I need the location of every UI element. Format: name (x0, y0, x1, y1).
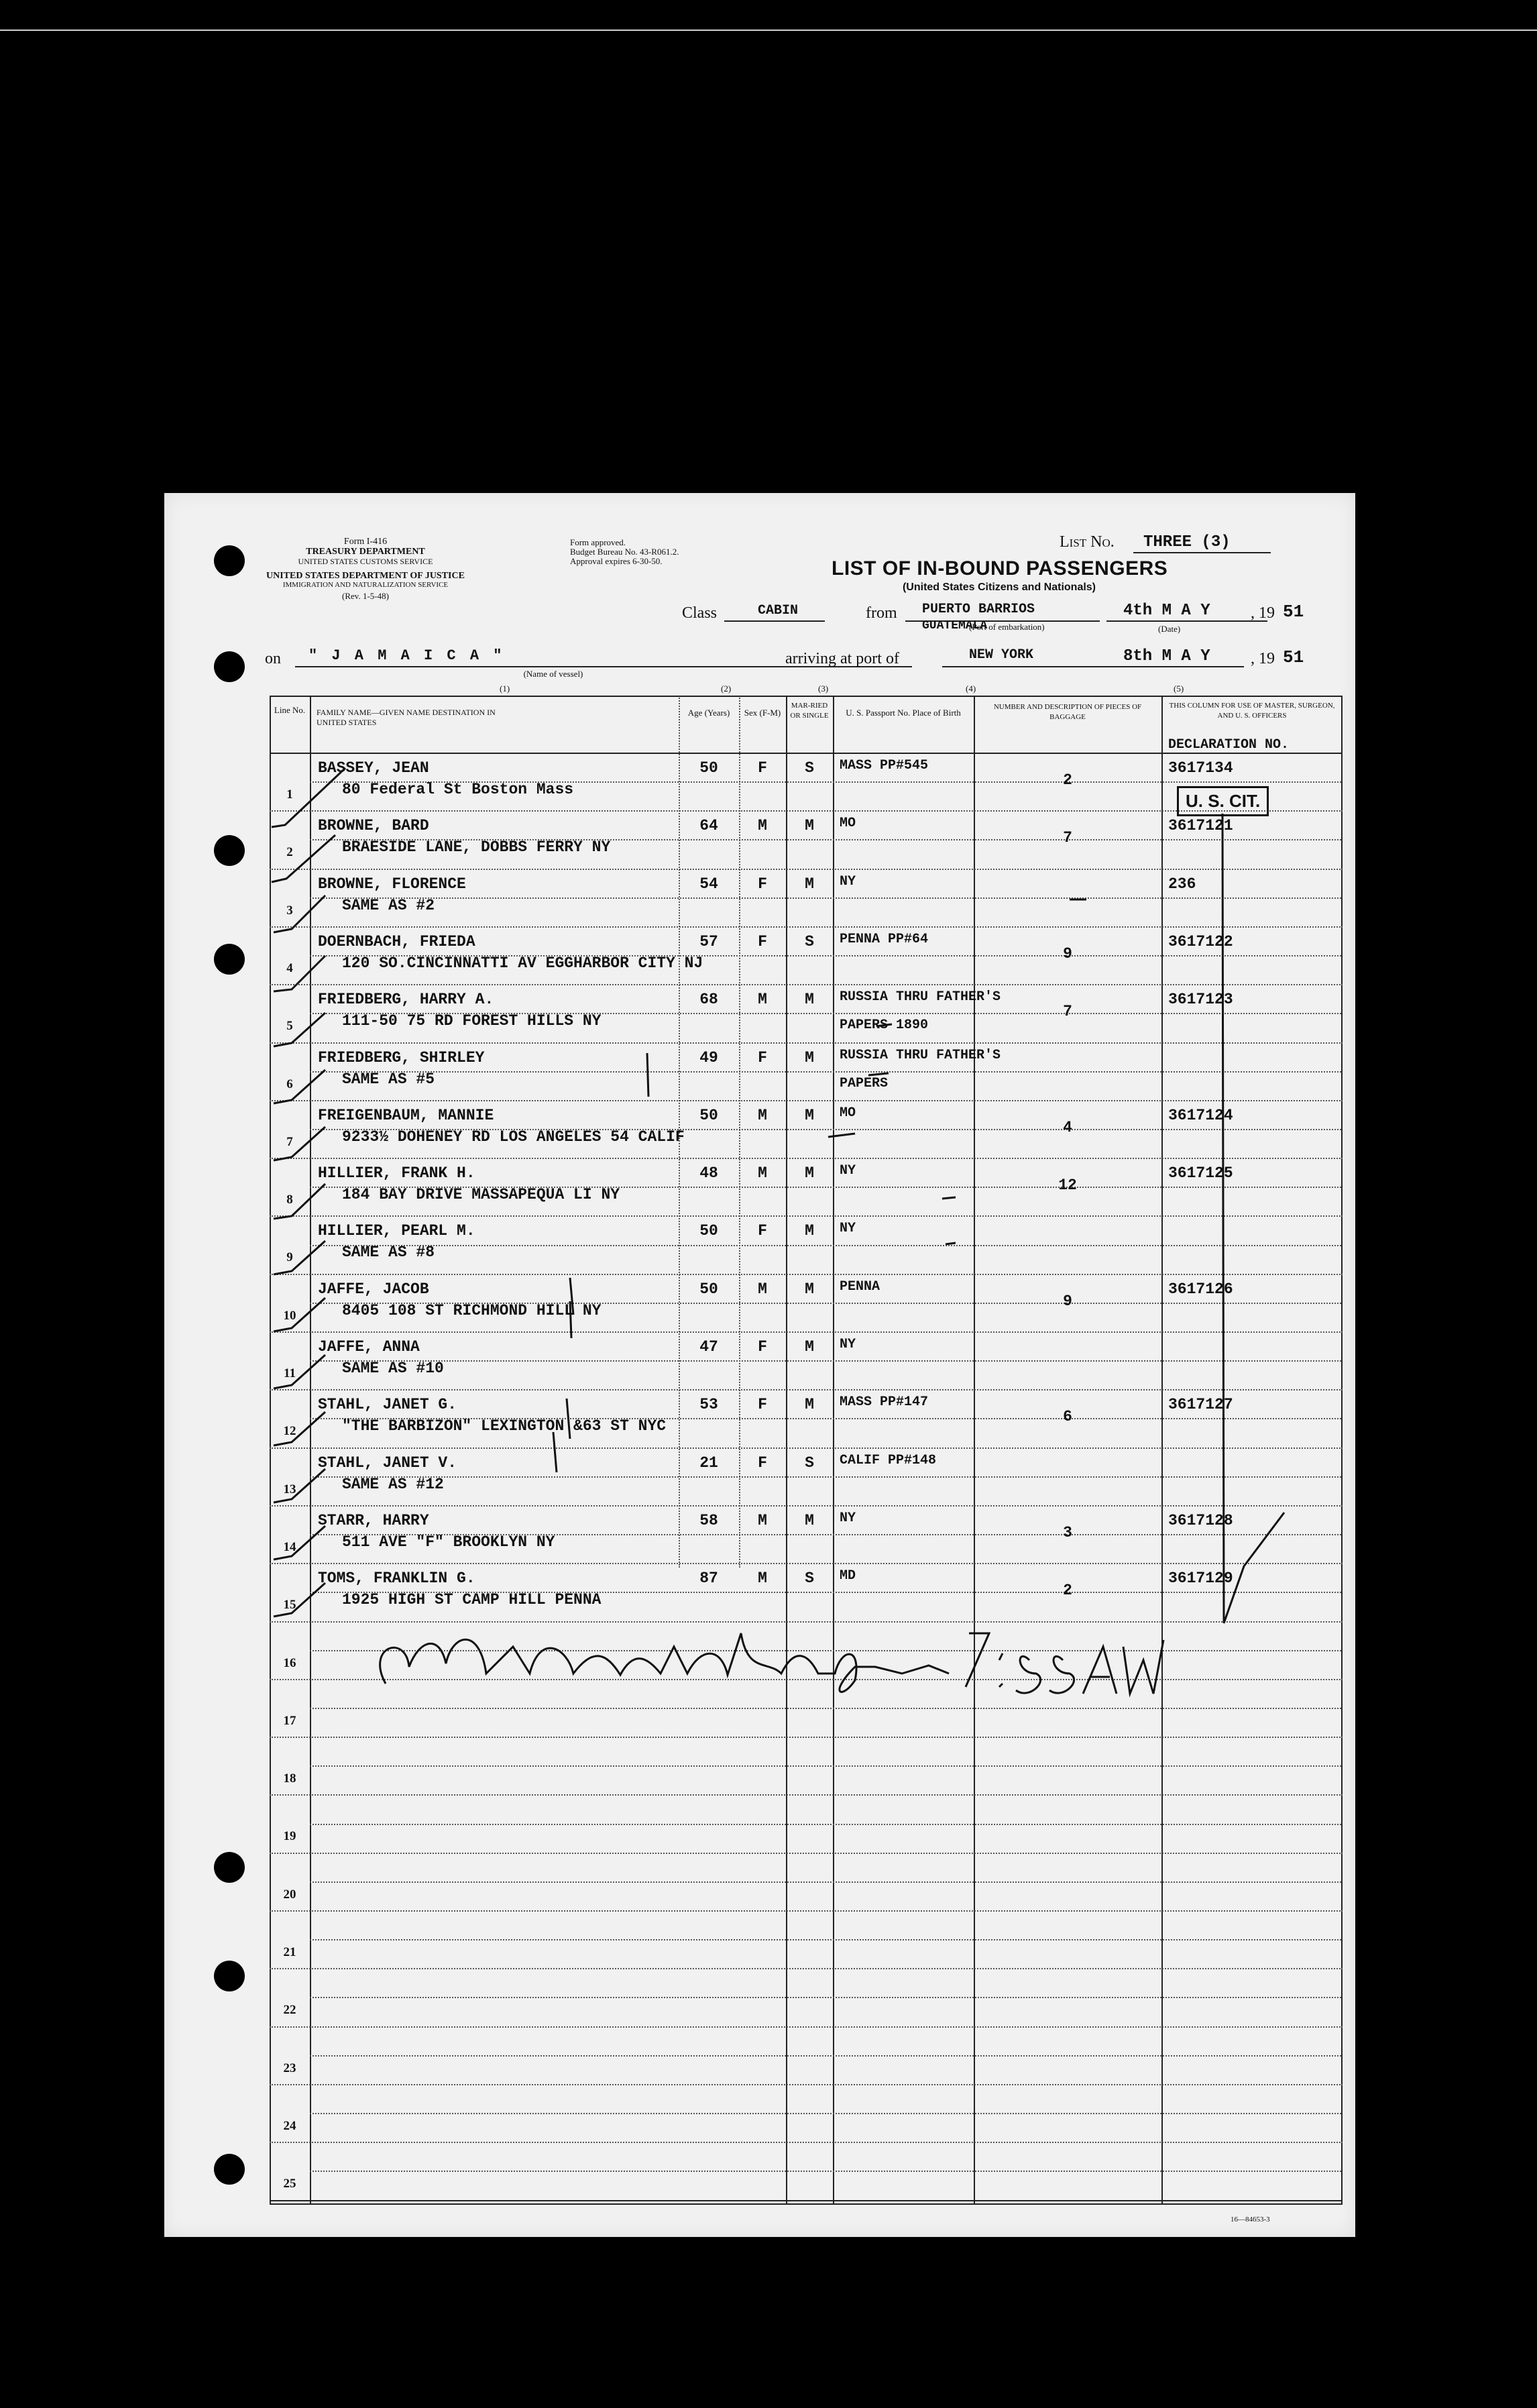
place-of-birth-continued: PAPERS (840, 1075, 889, 1091)
passenger-destination: BRAESIDE LANE, DOBBS FERRY NY (342, 838, 611, 857)
from-value: PUERTO BARRIOS (922, 602, 1035, 617)
passenger-destination: 184 BAY DRIVE MASSAPEQUA LI NY (342, 1186, 620, 1204)
passenger-name: JAFFE, JACOB (318, 1280, 429, 1298)
justice-dept: UNITED STATES DEPARTMENT OF JUSTICE (266, 571, 465, 581)
page-subtitle: (United States Citizens and Nationals) (902, 582, 1096, 593)
passenger-sex: F (758, 1338, 767, 1356)
passenger-age: 50 (699, 759, 718, 777)
line-number: 6 (286, 1077, 293, 1091)
passenger-sex: M (758, 1164, 767, 1183)
marital-status: M (805, 875, 814, 893)
passenger-destination: "THE BARBIZON" LEXINGTON &63 ST NYC (342, 1417, 667, 1435)
line-number: 2 (286, 845, 293, 860)
us-citizen-stamp: U. S. CIT. (1177, 786, 1269, 816)
marital-status: S (805, 1454, 814, 1472)
col-header-baggage: NUMBER AND DESCRIPTION OF PIECES OF BAGGAGE (993, 703, 1142, 721)
passenger-name: HILLIER, FRANK H. (318, 1164, 475, 1183)
line-number: 4 (286, 961, 293, 975)
passport-place-of-birth: RUSSIA THRU FATHER'S (840, 989, 1001, 1005)
col-num-2: (2) (721, 683, 732, 694)
line-number: 15 (283, 1598, 296, 1612)
passenger-destination: 1925 HIGH ST CAMP HILL PENNA (342, 1591, 602, 1609)
passenger-name: TOMS, FRANKLIN G. (318, 1570, 475, 1588)
passenger-name: BROWNE, BARD (318, 817, 429, 835)
passenger-age: 49 (699, 1048, 718, 1066)
officer-signature (380, 1633, 1163, 1694)
place-of-birth-continued: PAPERS 1890 (840, 1018, 929, 1034)
passenger-age: 87 (699, 1570, 718, 1588)
declaration-number: 3617123 (1168, 991, 1233, 1009)
passenger-sex: F (758, 1454, 767, 1472)
customs-service: UNITED STATES CUSTOMS SERVICE (298, 557, 433, 566)
line-number: 19 (283, 1829, 296, 1844)
passport-place-of-birth: NY (840, 873, 856, 889)
class-value: CABIN (758, 603, 799, 618)
embark-date: 4th M A Y (1123, 602, 1210, 620)
baggage-count: 9 (1063, 1292, 1072, 1310)
line-number: 5 (286, 1019, 293, 1034)
passenger-age: 57 (699, 932, 718, 950)
passenger-age: 68 (699, 991, 718, 1009)
baggage-count: 12 (1058, 1176, 1077, 1195)
ticks (553, 899, 1086, 1472)
handwritten-marks (164, 493, 1355, 2237)
top-border-line (0, 30, 1537, 31)
passenger-destination: SAME AS #10 (342, 1360, 444, 1377)
col-header-official: THIS COLUMN FOR USE OF MASTER, SURGEON, AND U. S. OFFICERS (1169, 702, 1335, 720)
passenger-destination: 120 SO.CINCINNATTI AV EGGHARBOR CITY NJ (342, 954, 703, 972)
passenger-sex: M (758, 1106, 767, 1124)
baggage-count: 4 (1063, 1118, 1072, 1136)
line-number: 20 (283, 1887, 296, 1902)
line-number: 16 (283, 1655, 296, 1670)
from-label: from (866, 604, 897, 622)
line-number: 3 (286, 903, 293, 918)
embarkation-caption: (Port of embarkation) (969, 622, 1045, 632)
from-value-country: GUATEMALA (922, 619, 988, 633)
passenger-name: BASSEY, JEAN (318, 759, 429, 777)
approval-expires: Approval expires 6-30-50. (570, 556, 663, 566)
passenger-name: BROWNE, FLORENCE (318, 875, 466, 893)
passenger-sex: M (758, 991, 767, 1009)
passport-place-of-birth: CALIF PP#148 (840, 1452, 937, 1468)
marital-status: M (805, 1222, 814, 1240)
line-number: 25 (283, 2177, 296, 2191)
line-number: 14 (283, 1539, 296, 1554)
passenger-age: 54 (699, 875, 718, 893)
col-num-1: (1) (500, 683, 510, 694)
passenger-destination: 511 AVE "F" BROOKLYN NY (342, 1533, 555, 1551)
year-value: 51 (1283, 602, 1304, 622)
line-number: 9 (286, 1250, 293, 1265)
baggage-count: 7 (1063, 829, 1072, 847)
year-value-2: 51 (1283, 647, 1304, 667)
passport-place-of-birth: PENNA PP#64 (840, 931, 929, 947)
declaration-number: 3617134 (1168, 759, 1233, 777)
passenger-sex: F (758, 1396, 767, 1414)
passenger-age: 53 (699, 1396, 718, 1414)
baggage-count: 2 (1063, 1582, 1072, 1600)
passenger-sex: M (758, 817, 767, 835)
passenger-destination: SAME AS #12 (342, 1475, 444, 1493)
passenger-destination: 80 Federal St Boston Mass (342, 781, 574, 798)
passenger-destination: 8405 108 ST RICHMOND HILL NY (342, 1301, 602, 1319)
col-num-3: (3) (818, 683, 829, 694)
passport-place-of-birth: PENNA (840, 1278, 880, 1295)
page-title: LIST OF IN-BOUND PASSENGERS (832, 557, 1168, 580)
col-num-5: (5) (1174, 683, 1184, 694)
passenger-destination: 111-50 75 RD FOREST HILLS NY (342, 1012, 602, 1030)
passenger-name: FRIEDBERG, SHIRLEY (318, 1048, 485, 1066)
passenger-name: FREIGENBAUM, MANNIE (318, 1106, 494, 1124)
line-number: 11 (284, 1366, 296, 1380)
passenger-age: 50 (699, 1106, 718, 1124)
passenger-name: STAHL, JANET V. (318, 1454, 457, 1472)
marital-status: M (805, 1338, 814, 1356)
year-prefix: , 19 (1251, 604, 1275, 622)
passenger-sex: F (758, 759, 767, 777)
vessel-caption: (Name of vessel) (523, 669, 583, 679)
form-revision: (Rev. 1-5-48) (342, 591, 389, 601)
passenger-name: HILLIER, PEARL M. (318, 1222, 475, 1240)
col-header-age: Age (Years) (687, 708, 730, 718)
passport-place-of-birth: RUSSIA THRU FATHER'S (840, 1047, 1001, 1063)
passenger-sex: F (758, 932, 767, 950)
arrival-port: NEW YORK (969, 647, 1034, 663)
passenger-name: JAFFE, ANNA (318, 1338, 420, 1356)
line-number: 24 (283, 2118, 296, 2133)
footer-code: 16—84653-3 (1231, 2215, 1270, 2224)
passenger-name: STARR, HARRY (318, 1511, 429, 1529)
col-num-4: (4) (966, 683, 976, 694)
marital-status: S (805, 759, 814, 777)
declaration-number: 3617122 (1168, 932, 1233, 950)
check-marks (272, 768, 345, 1617)
ins-service: IMMIGRATION AND NATURALIZATION SERVICE (282, 581, 449, 589)
declaration-header: DECLARATION NO. (1168, 737, 1290, 753)
col-header-name: FAMILY NAME—GIVEN NAME DESTINATION IN UNITED STATES (317, 708, 496, 727)
passenger-sex: M (758, 1280, 767, 1298)
line-number: 7 (286, 1134, 293, 1149)
passenger-sex: F (758, 875, 767, 893)
class-label: Class (682, 604, 718, 622)
passport-place-of-birth: NY (840, 1221, 856, 1237)
passenger-age: 50 (699, 1222, 718, 1240)
marital-status: M (805, 1280, 814, 1298)
passenger-destination: SAME AS #2 (342, 896, 435, 914)
passenger-name: DOERNBACH, FRIEDA (318, 932, 475, 950)
line-number: 17 (283, 1713, 296, 1728)
passenger-age: 47 (699, 1338, 718, 1356)
passenger-age: 21 (699, 1454, 718, 1472)
line-number: 1 (286, 787, 293, 802)
line-number: 18 (283, 1771, 296, 1786)
col-header-passport: U. S. Passport No. Place of Birth (846, 708, 961, 718)
bracket-line (1222, 814, 1224, 1623)
col-header-married: MAR-RIED OR SINGLE (790, 702, 829, 720)
passenger-age: 50 (699, 1280, 718, 1298)
passport-place-of-birth: MASS PP#545 (840, 758, 929, 773)
passport-place-of-birth: NY (840, 1337, 856, 1352)
line-number: 12 (283, 1424, 296, 1439)
budget-bureau: Budget Bureau No. 43-R061.2. (570, 547, 679, 557)
check-mark-large (1224, 1513, 1284, 1623)
passport-place-of-birth: MO (840, 816, 856, 832)
passenger-sex: M (758, 1511, 767, 1529)
col-header-line-no: Line No. (274, 705, 306, 715)
arriving-label: arriving at port of (785, 650, 899, 667)
line-number: 21 (283, 1945, 296, 1959)
declaration-number: 3617126 (1168, 1280, 1233, 1298)
marital-status: S (805, 932, 814, 950)
passenger-name: FRIEDBERG, HARRY A. (318, 991, 494, 1009)
marital-status: S (805, 1570, 814, 1588)
passport-place-of-birth: NY (840, 1163, 856, 1179)
line-number: 13 (283, 1482, 296, 1496)
passenger-age: 48 (699, 1164, 718, 1183)
declaration-number: 236 (1168, 875, 1196, 893)
marital-status: M (805, 1048, 814, 1066)
declaration-number: 3617125 (1168, 1164, 1233, 1183)
vessel-name: " J A M A I C A " (308, 647, 505, 664)
list-no-value: THREE (3) (1143, 533, 1231, 551)
form-number: Form I-416 (343, 537, 388, 547)
passport-place-of-birth: MD (840, 1568, 856, 1584)
manifest-sheet (164, 493, 1355, 2237)
marital-status: M (805, 991, 814, 1009)
baggage-count: 9 (1063, 944, 1072, 963)
form-approved: Form approved. (570, 537, 626, 547)
marital-status: M (805, 1106, 814, 1124)
passenger-age: 58 (699, 1511, 718, 1529)
marital-status: M (805, 817, 814, 835)
passport-place-of-birth: NY (840, 1510, 856, 1526)
col-header-sex: Sex (F-M) (744, 708, 781, 718)
passenger-sex: M (758, 1570, 767, 1588)
marital-status: M (805, 1511, 814, 1529)
baggage-count: 2 (1063, 771, 1072, 789)
passenger-age: 64 (699, 817, 718, 835)
passenger-destination: SAME AS #5 (342, 1070, 435, 1088)
baggage-count: 6 (1063, 1408, 1072, 1426)
declaration-number: 3617124 (1168, 1106, 1233, 1124)
declaration-number: 3617129 (1168, 1570, 1233, 1588)
passport-place-of-birth: MO (840, 1105, 856, 1121)
passenger-destination: 9233½ DOHENEY RD LOS ANGELES 54 CALIF (342, 1128, 685, 1146)
treasury-dept: TREASURY DEPARTMENT (306, 547, 425, 557)
line-number: 8 (286, 1193, 293, 1207)
marital-status: M (805, 1396, 814, 1414)
passenger-destination: SAME AS #8 (342, 1244, 435, 1262)
declaration-number: 3617121 (1168, 817, 1233, 835)
line-number: 22 (283, 2003, 296, 2018)
date-caption: (Date) (1158, 624, 1181, 634)
list-no-label: List No. (1060, 533, 1115, 551)
baggage-count: 3 (1063, 1523, 1072, 1541)
line-number: 10 (283, 1308, 296, 1323)
passenger-sex: F (758, 1048, 767, 1066)
on-label: on (265, 650, 281, 667)
marital-status: M (805, 1164, 814, 1183)
arrival-date: 8th M A Y (1123, 647, 1210, 665)
declaration-number: 3617127 (1168, 1396, 1233, 1414)
baggage-count: 7 (1063, 1003, 1072, 1021)
passport-place-of-birth: MASS PP#147 (840, 1394, 929, 1411)
passenger-sex: F (758, 1222, 767, 1240)
year-prefix-2: , 19 (1251, 650, 1275, 667)
passenger-name: STAHL, JANET G. (318, 1396, 457, 1414)
declaration-number: 3617128 (1168, 1511, 1233, 1529)
line-number: 23 (283, 2061, 296, 2075)
